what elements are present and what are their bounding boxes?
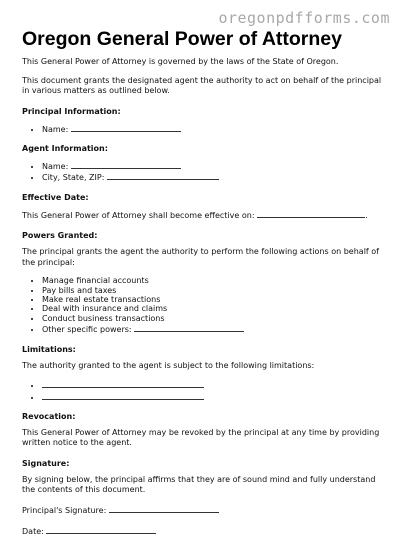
agent-city-blank[interactable] (107, 171, 219, 180)
principal-signature-line (22, 504, 386, 517)
signature-date-blank[interactable] (46, 525, 156, 534)
powers-heading: Powers Granted: (22, 231, 98, 241)
powers-text: The principal grants the agent the authority to perform the following actions on behalf of the principal: (22, 247, 379, 267)
other-powers-blank[interactable] (134, 323, 244, 332)
agent-name-label: Name: (42, 161, 69, 171)
effective-paragraph (22, 209, 386, 222)
limitations-heading: Limitations: (22, 344, 76, 354)
agent-name-blank[interactable] (71, 160, 181, 169)
document-body (22, 57, 386, 547)
principal-signature-label: Principal's Signature: (22, 505, 107, 515)
limitation-blank[interactable] (42, 379, 204, 388)
signature-text: By signing below, the principal affirms that they are of sound mind and fully understand the contents of this document. (22, 474, 376, 495)
limitation-item (42, 391, 386, 402)
limitation-blank[interactable] (42, 391, 204, 400)
powers-list (22, 276, 386, 334)
effective-heading: Effective Date: (22, 192, 89, 202)
power-item: • Conduct business transactions (42, 314, 386, 323)
power-item: • Make real estate transactions (42, 295, 386, 304)
intro-purpose: This document grants the designated agent the authority to act on behalf of the principal in various matters as outlined below. (22, 75, 382, 95)
principal-signature-blank[interactable] (109, 504, 219, 513)
limitations-text: The authority granted to the agent is subject to the following limitations: (22, 360, 315, 370)
principal-name-item (42, 123, 386, 134)
revocation-heading: Revocation: (22, 411, 76, 421)
principal-name-label: Name: (42, 124, 69, 134)
agent-city-item (42, 171, 386, 182)
watermark: oregonpdfforms.com (218, 9, 390, 27)
intro-governing-law: This General Power of Attorney is governed by the laws of the State of Oregon. (22, 57, 339, 66)
signature-heading: Signature: (22, 458, 70, 468)
agent-city-label: City, State, ZIP: (42, 173, 105, 183)
power-item-other (42, 323, 386, 334)
signature-date-label: Date: (22, 527, 44, 537)
agent-name-item (42, 160, 386, 171)
effective-text: This General Power of Attorney shall become effective on: (22, 210, 255, 220)
limitations-list (22, 379, 386, 402)
effective-date-blank[interactable] (257, 209, 365, 218)
agent-fields (22, 160, 386, 183)
revocation-text: This General Power of Attorney may be revoked by the principal at any time by providing written notice to the agent. (22, 427, 380, 448)
power-item: • Pay bills and taxes (42, 286, 386, 295)
limitation-item (42, 379, 386, 390)
principal-name-blank[interactable] (71, 123, 181, 132)
signature-date-line (22, 525, 386, 538)
power-item: • Deal with insurance and claims (42, 304, 386, 313)
agent-heading: Agent Information: (22, 143, 108, 153)
power-item: • Manage financial accounts (42, 276, 386, 285)
principal-heading: Principal Information: (22, 106, 121, 116)
other-powers-label: Other specific powers: (42, 325, 132, 335)
principal-fields (22, 123, 386, 134)
document-title: Oregon General Power of Attorney (22, 28, 342, 50)
effective-end: . (365, 210, 368, 220)
